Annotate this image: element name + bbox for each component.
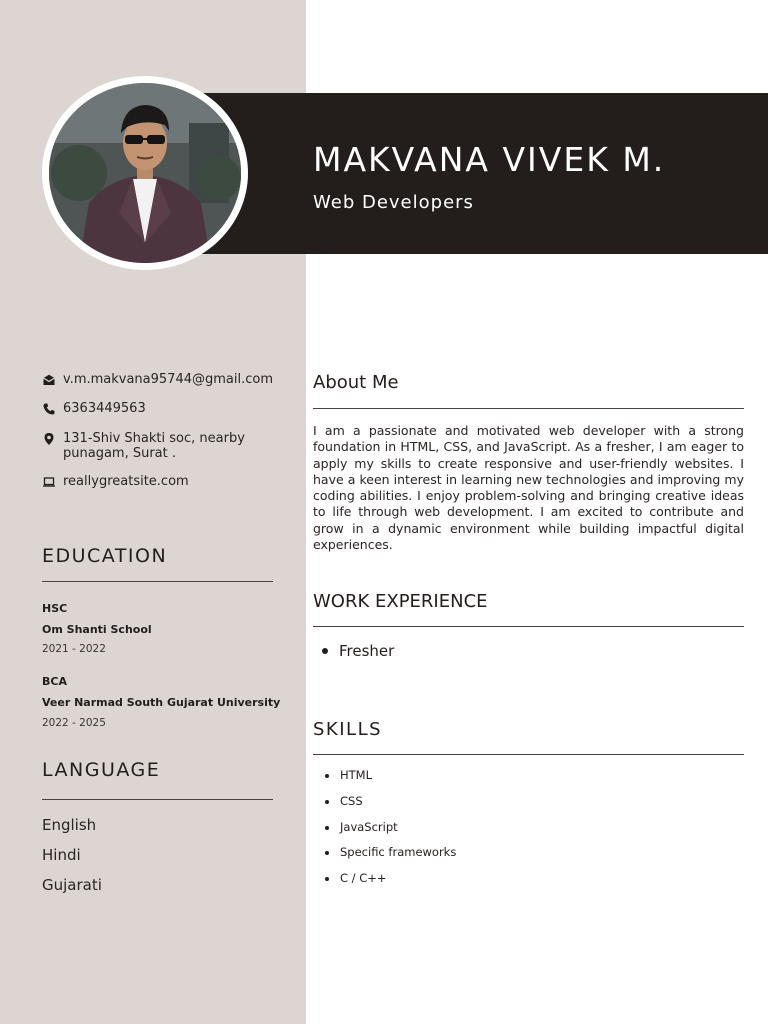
language-item: Gujarati bbox=[42, 876, 102, 894]
skill-item: HTML bbox=[340, 768, 373, 782]
education-divider bbox=[42, 581, 273, 582]
contact-phone-text: 6363449563 bbox=[63, 401, 146, 416]
about-text: I am a passionate and motivated web developer with a strong foundation in HTML, CSS, and JavaScript. As a fresher, I am eager to apply my skills to create responsive and user-friendly websites. I have a keen interest in learning new technologies and improving my coding abilities. I enjoy problem-solving and bringing creative ideas to life through web development. I am excited to contribute and grow in a dynamic environment while building impactful digital experiences. bbox=[313, 423, 744, 553]
mail-icon bbox=[42, 373, 56, 387]
location-pin-icon bbox=[42, 432, 56, 446]
education-years: 2021 - 2022 bbox=[42, 643, 106, 655]
profile-photo bbox=[49, 83, 241, 263]
education-school: Veer Narmad South Gujarat University bbox=[42, 696, 281, 709]
bullet-icon bbox=[325, 877, 329, 881]
education-level: HSC bbox=[42, 602, 68, 615]
contact-address-text bbox=[63, 431, 245, 461]
address-line-1: 131-Shiv Shakti soc, nearby bbox=[63, 431, 245, 446]
bullet-icon bbox=[325, 826, 329, 830]
work-experience-divider bbox=[313, 626, 744, 627]
bullet-icon bbox=[322, 648, 328, 654]
contact-email[interactable] bbox=[42, 372, 273, 387]
contact-email-text: v.m.makvana95744@gmail.com bbox=[63, 372, 273, 387]
laptop-icon bbox=[42, 475, 56, 489]
language-item: English bbox=[42, 816, 97, 834]
skill-item: CSS bbox=[340, 794, 363, 808]
education-level: BCA bbox=[42, 675, 67, 688]
about-heading: About Me bbox=[313, 372, 399, 393]
contact-website-text: reallygreatsite.com bbox=[63, 474, 189, 489]
contact-website[interactable] bbox=[42, 474, 189, 489]
education-heading: EDUCATION bbox=[42, 545, 168, 567]
education-years: 2022 - 2025 bbox=[42, 717, 106, 729]
bullet-icon bbox=[325, 800, 329, 804]
portrait-illustration bbox=[49, 83, 241, 263]
address-line-2: punagam, Surat . bbox=[63, 446, 177, 461]
language-item: Hindi bbox=[42, 846, 81, 864]
skills-heading: SKILLS bbox=[313, 719, 383, 740]
skill-item: Specific frameworks bbox=[340, 845, 457, 859]
contact-address bbox=[42, 431, 245, 461]
phone-icon bbox=[42, 402, 56, 416]
full-name: MAKVANA VIVEK M. bbox=[313, 140, 666, 179]
language-divider bbox=[42, 799, 273, 800]
job-title: Web Developers bbox=[313, 192, 474, 213]
work-experience-item: Fresher bbox=[339, 642, 395, 660]
work-experience-heading: WORK EXPERIENCE bbox=[313, 591, 488, 612]
contact-phone[interactable] bbox=[42, 401, 146, 416]
skill-item: C / C++ bbox=[340, 871, 387, 885]
education-school: Om Shanti School bbox=[42, 623, 152, 636]
bullet-icon bbox=[325, 851, 329, 855]
bullet-icon bbox=[325, 774, 329, 778]
about-divider bbox=[313, 408, 744, 409]
language-heading: LANGUAGE bbox=[42, 759, 161, 781]
skill-item: JavaScript bbox=[340, 820, 398, 834]
skills-divider bbox=[313, 754, 744, 755]
